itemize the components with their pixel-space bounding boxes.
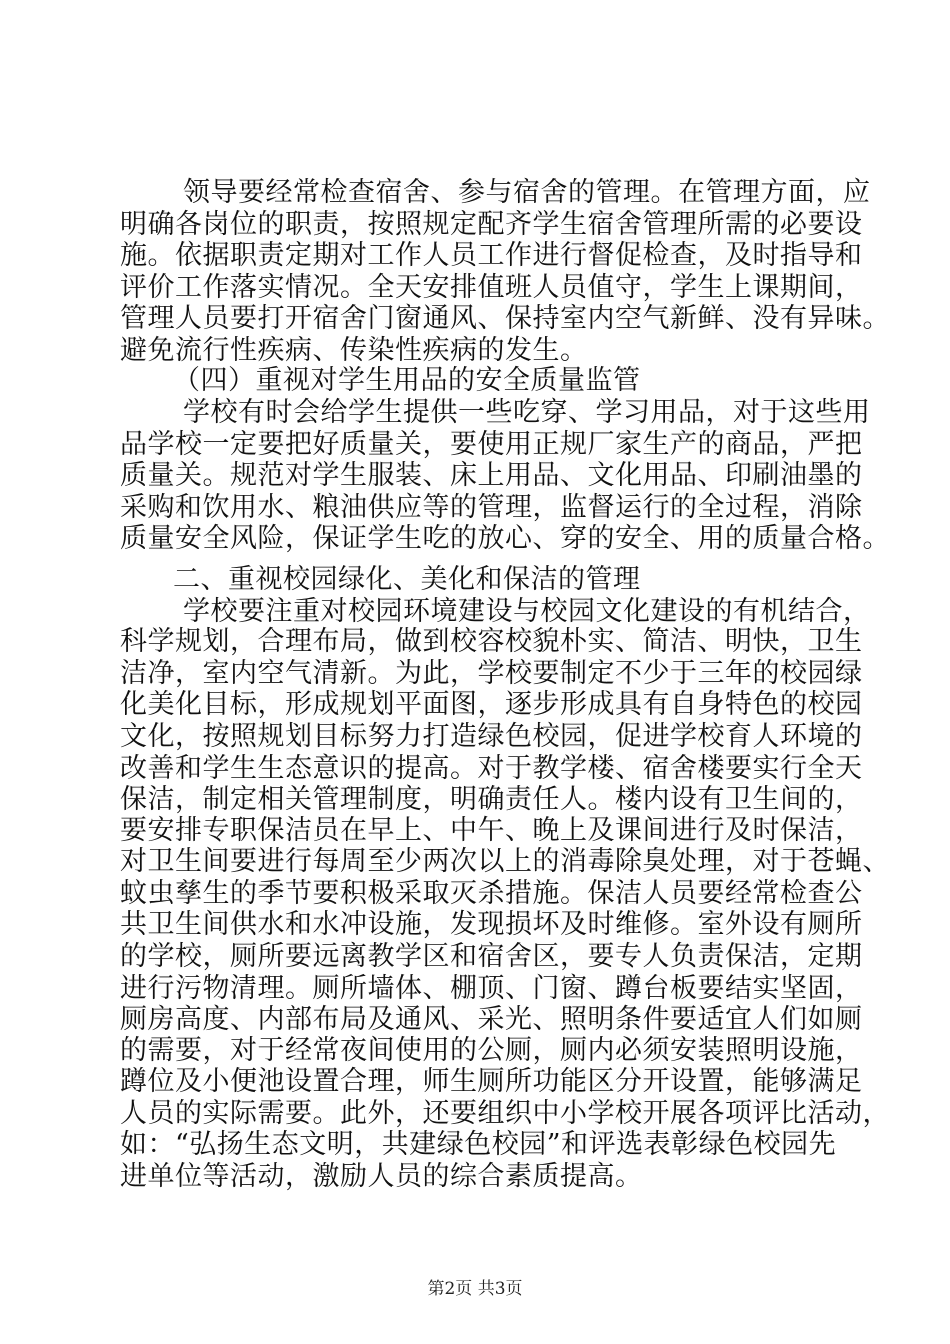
paragraph-line: 评价工作落实情况。全天安排值班人员值守，学生上课期间， bbox=[120, 272, 863, 303]
paragraph-line: 要安排专职保洁员在早上、中午、晚上及课间进行及时保洁， bbox=[120, 815, 863, 846]
paragraph-line: 如：“弘扬生态文明，共建绿色校园”和评选表彰绿色校园先 bbox=[120, 1129, 837, 1160]
paragraph-line: 人员的实际需要。此外，还要组织中小学校开展各项评比活动， bbox=[120, 1098, 890, 1129]
paragraph-line: 洁净，室内空气清新。为此，学校要制定不少于三年的校园绿 bbox=[120, 658, 863, 689]
paragraph-line: 避免流行性疾病、传染性疾病的发生。 bbox=[120, 335, 588, 366]
paragraph-line: 的需要，对于经常夜间使用的公厕，厕内必须安装照明设施， bbox=[120, 1035, 863, 1066]
paragraph-line: 蚊虫孳生的季节要积极采取灭杀措施。保洁人员要经常检查公 bbox=[120, 878, 863, 909]
paragraph-line: 品学校一定要把好质量关，要使用正规厂家生产的商品，严把 bbox=[120, 429, 863, 460]
paragraph-line: 共卫生间供水和水冲设施，发现损坏及时维修。室外设有厕所 bbox=[120, 909, 863, 940]
paragraph-line: 对卫生间要进行每周至少两次以上的消毒除臭处理，对于苍蝇、 bbox=[120, 846, 890, 877]
paragraph-line: 质量安全风险，保证学生吃的放心、穿的安全、用的质量合格。 bbox=[120, 523, 890, 554]
paragraph-line: 厕房高度、内部布局及通风、采光、照明条件要适宜人们如厕 bbox=[120, 1004, 863, 1035]
paragraph-line: 管理人员要打开宿舍门窗通风、保持室内空气新鲜、没有异味。 bbox=[120, 303, 890, 334]
paragraph-line: 科学规划，合理布局，做到校容校貌朴实、简洁、明快，卫生 bbox=[120, 626, 863, 657]
page-footer: 第2页 共3页 bbox=[427, 1279, 523, 1299]
paragraph-line: 文化，按照规划目标努力打造绿色校园，促进学校育人环境的 bbox=[120, 721, 863, 752]
paragraph-line: 领导要经常检查宿舍、参与宿舍的管理。在管理方面，应 bbox=[183, 177, 871, 208]
paragraph-line: 进单位等活动，激励人员的综合素质提高。 bbox=[120, 1161, 643, 1192]
paragraph-line: 学校要注重对校园环境建设与校园文化建设的有机结合， bbox=[183, 596, 871, 627]
paragraph-line: 改善和学生生态意识的提高。对于教学楼、宿舍楼要实行全天 bbox=[120, 753, 863, 784]
paragraph-line: 质量关。规范对学生服装、床上用品、文化用品、印刷油墨的 bbox=[120, 460, 863, 491]
paragraph-line: 施。依据职责定期对工作人员工作进行督促检查，及时指导和 bbox=[120, 240, 863, 271]
paragraph-line: 蹲位及小便池设置合理，师生厕所功能区分开设置，能够满足 bbox=[120, 1066, 863, 1097]
paragraph-line: 明确各岗位的职责，按照规定配齐学生宿舍管理所需的必要设 bbox=[120, 209, 863, 240]
paragraph-line: 学校有时会给学生提供一些吃穿、学习用品，对于这些用 bbox=[183, 397, 871, 428]
paragraph-line: 的学校，厕所要远离教学区和宿舍区，要专人负责保洁，定期 bbox=[120, 941, 863, 972]
paragraph-line: 进行污物清理。厕所墙体、棚顶、门窗、蹲台板要结实坚固， bbox=[120, 973, 863, 1004]
section-heading: （四）重视对学生用品的安全质量监管 bbox=[173, 365, 641, 396]
paragraph-line: 采购和饮用水、粮油供应等的管理，监督运行的全过程，消除 bbox=[120, 492, 863, 523]
paragraph-line: 化美化目标，形成规划平面图，逐步形成具有自身特色的校园 bbox=[120, 689, 863, 720]
paragraph-line: 保洁，制定相关管理制度，明确责任人。楼内设有卫生间的， bbox=[120, 784, 863, 815]
section-heading: 二、重视校园绿化、美化和保洁的管理 bbox=[173, 564, 641, 595]
